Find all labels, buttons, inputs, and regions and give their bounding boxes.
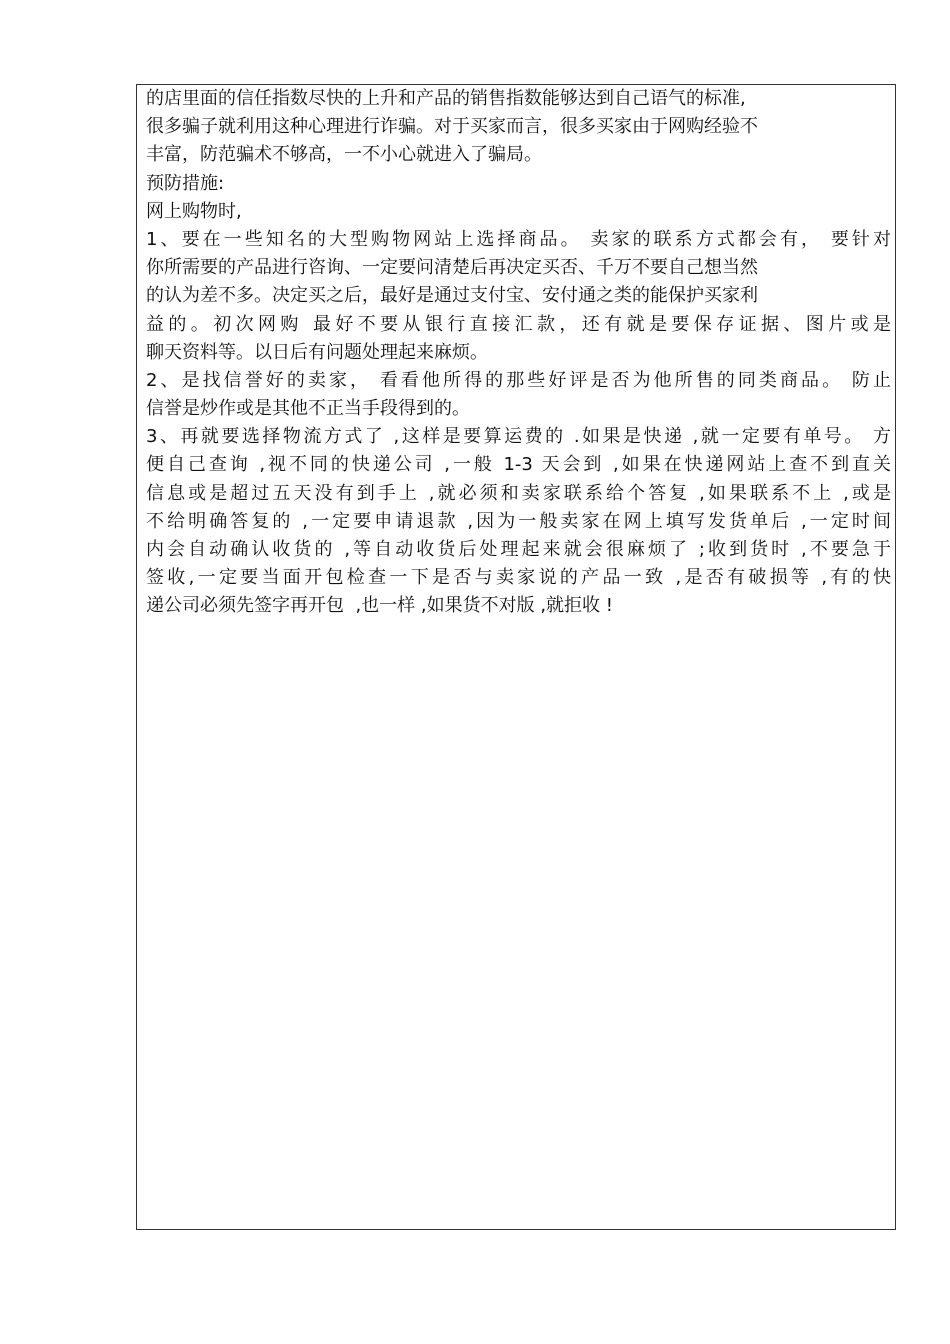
text-line: 不给明确答复的 ,一定要申请退款 ,因为一般卖家在网上填写发货单后 ,一定时间 [146, 510, 891, 532]
text-line: 的店里面的信任指数尽快的上升和产品的销售指数能够达到自己语气的标准, [146, 88, 746, 109]
text-line: 网上购物时, [146, 200, 242, 222]
text-line: 递公司必须先签字再开包 ,也一样 ,如果货不对版 ,就拒收 ! [146, 595, 613, 617]
text-line: 便自己查询 ,视不同的快递公司 ,一般 1-3 天会到 ,如果在快递网站上查不到直关 [146, 454, 891, 476]
text-line: 丰富，防范骗术不够高，一不小心就进入了骗局。 [146, 144, 542, 166]
text-line: 签收,一定要当面开包检查一下是否与卖家说的产品一致 ,是否有破损等 ,有的快 [146, 567, 891, 589]
text-line: 信誉是炒作或是其他不正当手段得到的。 [146, 398, 470, 420]
text-line: 你所需要的产品进行咨询、一定要问清楚后再决定买否、千万不要自己想当然 [146, 257, 758, 279]
text-line: 信息或是超过五天没有到手上 ,就必须和卖家联系给个答复 ,如果联系不上 ,或是 [146, 482, 891, 504]
text-line: 的认为差不多。决定买之后，最好是通过支付宝、安付通之类的能保护买家利 [146, 285, 758, 307]
text-line: 2、是找信誉好的卖家， 看看他所得的那些好评是否为他所售的同类商品。 防止 [146, 369, 891, 391]
text-line: 1、要在一些知名的大型购物网站上选择商品。 卖家的联系方式都会有， 要针对 [146, 228, 891, 250]
text-line: 益的。初次网购 最好不要从银行直接汇款，还有就是要保存证据、图片或是 [146, 313, 891, 335]
text-line: 聊天资料等。以日后有问题处理起来麻烦。 [146, 341, 488, 363]
text-line: 3、再就要选择物流方式了 ,这样是要算运费的 .如果是快递 ,就一定要有单号。 方 [146, 426, 891, 448]
text-line: 很多骗子就利用这种心理进行诈骗。对于买家而言，很多买家由于网购经验不 [146, 116, 758, 138]
text-line: 内会自动确认收货的 ,等自动收货后处理起来就会很麻烦了 ;收到货时 ,不要急于 [146, 539, 891, 560]
document-body [146, 85, 891, 621]
text-line: 预防措施: [146, 172, 225, 194]
